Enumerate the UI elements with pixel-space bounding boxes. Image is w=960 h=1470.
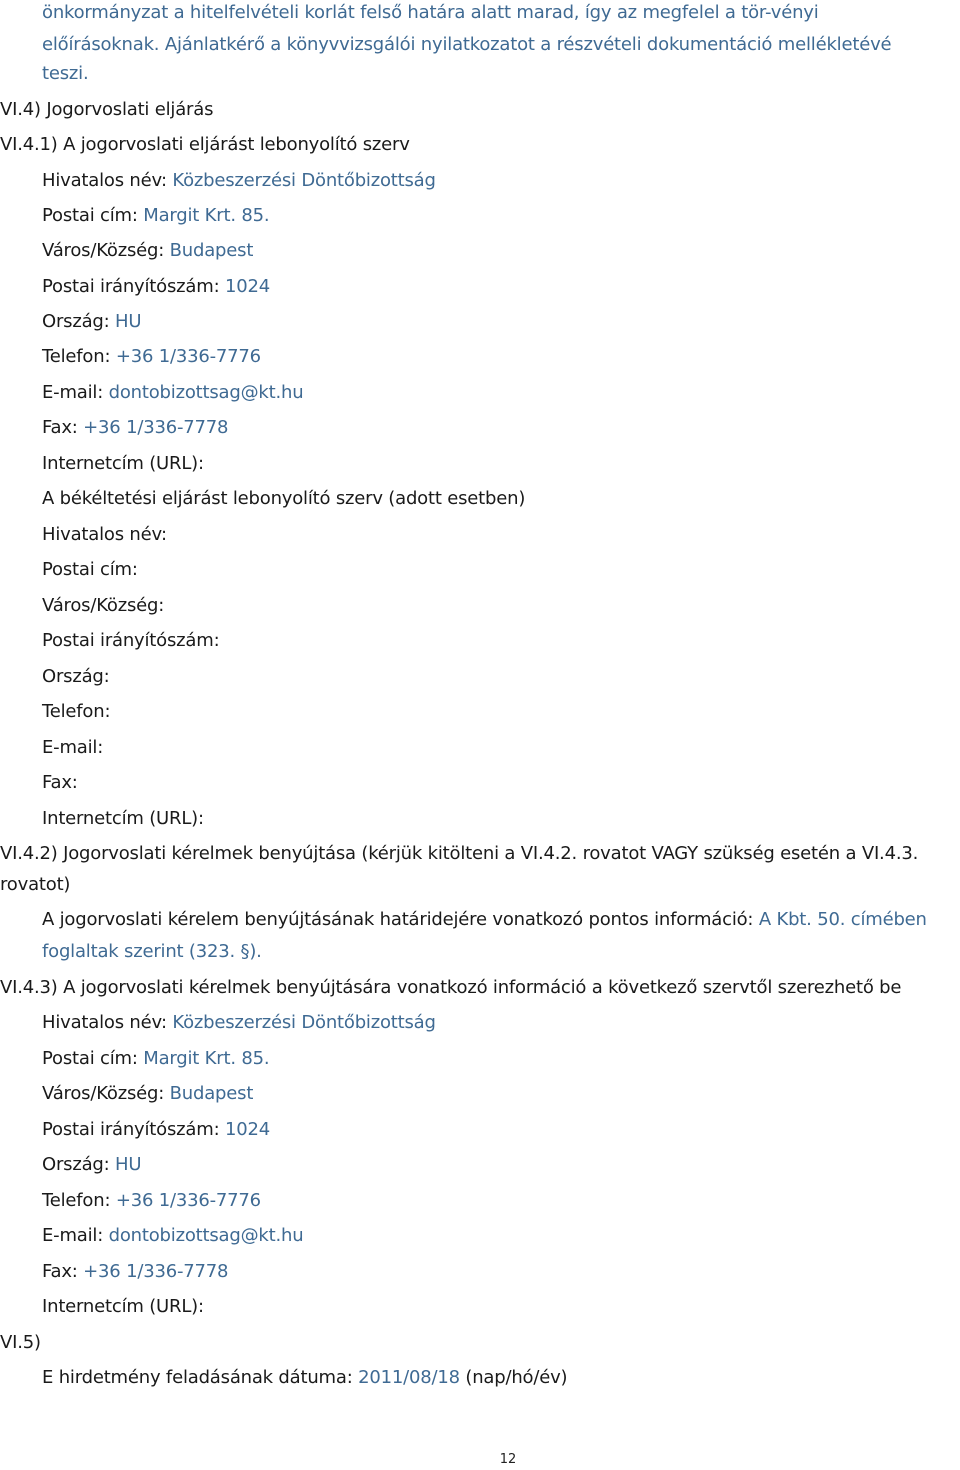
mediation-city-label: Város/Község: — [42, 595, 165, 616]
field-value: 1024 — [224, 276, 270, 297]
section-heading-vi43: VI.4.3) A jogorvoslati kérelmek benyújtására vonatkozó információ a következő szervtől szerezhető be — [0, 977, 902, 998]
field-value: A Kbt. 50. címében — [758, 909, 927, 930]
field-label: E-mail: — [42, 382, 109, 403]
review-url-row: Internetcím (URL): — [42, 453, 204, 474]
mediation-url-label: Internetcím (URL): — [42, 808, 204, 829]
field-label: E hirdetmény feladásának dátuma: — [42, 1367, 359, 1388]
field-value: 2011/08/18 — [358, 1367, 460, 1388]
info-url-row: Internetcím (URL): — [42, 1296, 204, 1317]
mediation-address-label: Postai cím: — [42, 559, 138, 580]
info-city-row — [42, 1083, 253, 1105]
field-label: Hivatalos név: — [42, 1012, 173, 1033]
field-value: Budapest — [169, 240, 254, 261]
info-name-row — [42, 1012, 436, 1034]
email-link[interactable]: dontobizottsag@kt.hu — [108, 1225, 304, 1246]
field-value: +36 1/336-7776 — [115, 346, 261, 367]
field-value: Margit Krt. 85. — [143, 1048, 270, 1069]
info-country-row — [42, 1154, 141, 1176]
field-label: Postai cím: — [42, 205, 144, 226]
field-label: Ország: — [42, 311, 116, 332]
intro-line-3: teszi. — [42, 63, 89, 84]
review-phone-row — [42, 346, 261, 368]
intro-line-2: előírásoknak. Ajánlatkérő a könyvvizsgálói nyilatkozatot a részvételi dokumentáció mellékletévé — [42, 34, 892, 55]
review-zip-row — [42, 276, 270, 298]
field-value: +36 1/336-7778 — [83, 417, 229, 438]
section-heading-vi42-line2: rovatot) — [0, 874, 71, 895]
field-label: Hivatalos név: — [42, 170, 173, 191]
mediation-country-label: Ország: — [42, 666, 110, 687]
field-value: HU — [115, 1154, 142, 1175]
section-heading-vi42-line1: VI.4.2) Jogorvoslati kérelmek benyújtása (kérjük kitölteni a VI.4.2. rovatot VAGY szükség esetén a VI.4.3. — [0, 843, 919, 864]
email-link[interactable]: dontobizottsag@kt.hu — [108, 382, 304, 403]
info-fax-row — [42, 1261, 228, 1283]
info-zip-row — [42, 1119, 270, 1141]
mediation-heading: A békéltetési eljárást lebonyolító szerv (adott esetben) — [42, 488, 526, 509]
section-heading-vi4: VI.4) Jogorvoslati eljárás — [0, 99, 214, 120]
intro-line-1: önkormányzat a hitelfelvételi korlát felső határa alatt marad, így az megfelel a tör-vényi — [42, 2, 819, 23]
field-label: Postai cím: — [42, 1048, 144, 1069]
field-value: Budapest — [169, 1083, 254, 1104]
field-label: A jogorvoslati kérelem benyújtásának határidejére vonatkozó pontos információ: — [42, 909, 759, 930]
date-format-hint: (nap/hó/év) — [459, 1367, 568, 1388]
mediation-name-label: Hivatalos név: — [42, 524, 167, 545]
field-label: Postai irányítószám: — [42, 276, 225, 297]
field-label: Telefon: — [42, 346, 116, 367]
page-number: 12 — [499, 1452, 517, 1467]
section-heading-vi41: VI.4.1) A jogorvoslati eljárást lebonyolító szerv — [0, 134, 410, 155]
review-country-row — [42, 311, 141, 333]
deadline-info-row — [42, 909, 927, 931]
field-value: Közbeszerzési Döntőbizottság — [172, 170, 436, 191]
review-fax-row — [42, 417, 228, 439]
field-label: Postai irányítószám: — [42, 1119, 225, 1140]
field-value: HU — [115, 311, 142, 332]
field-label: Ország: — [42, 1154, 116, 1175]
mediation-email-label: E-mail: — [42, 737, 104, 758]
info-email-row — [42, 1225, 303, 1247]
field-label: Fax: — [42, 417, 84, 438]
notice-date-row — [42, 1367, 567, 1389]
review-email-row — [42, 382, 303, 404]
review-address-row — [42, 205, 269, 227]
field-value: +36 1/336-7776 — [115, 1190, 261, 1211]
field-label: Telefon: — [42, 1190, 116, 1211]
field-value: Margit Krt. 85. — [143, 205, 270, 226]
section-heading-vi5: VI.5) — [0, 1332, 41, 1353]
info-phone-row — [42, 1190, 261, 1212]
mediation-fax-label: Fax: — [42, 772, 78, 793]
review-name-row — [42, 170, 436, 192]
review-city-row — [42, 240, 253, 262]
field-value: 1024 — [224, 1119, 270, 1140]
mediation-zip-label: Postai irányítószám: — [42, 630, 220, 651]
field-value: +36 1/336-7778 — [83, 1261, 229, 1282]
field-label: E-mail: — [42, 1225, 109, 1246]
field-label: Fax: — [42, 1261, 84, 1282]
deadline-info-continuation: foglaltak szerint (323. §). — [42, 941, 262, 962]
info-address-row — [42, 1048, 269, 1070]
field-label: Város/Község: — [42, 240, 170, 261]
field-value: Közbeszerzési Döntőbizottság — [172, 1012, 436, 1033]
field-label: Város/Község: — [42, 1083, 170, 1104]
mediation-phone-label: Telefon: — [42, 701, 111, 722]
